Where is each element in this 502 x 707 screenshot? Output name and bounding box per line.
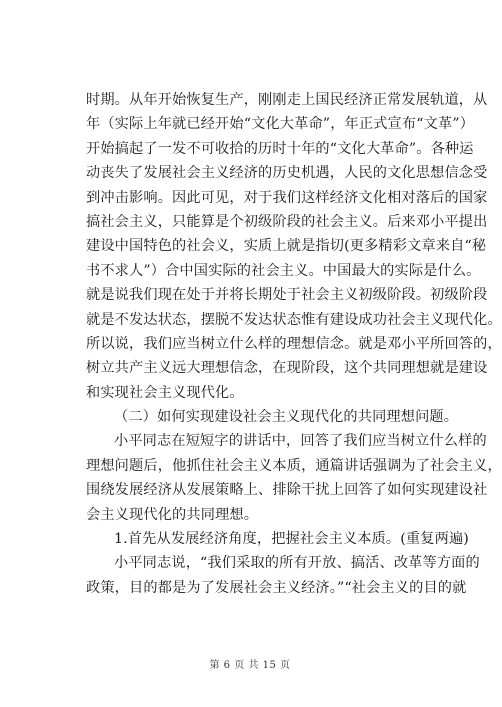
page-number-footer: 第 6 页 共 15 页 <box>209 660 291 671</box>
text-line: 年（实际上年就已经开始“文化大革命”，年正式宣布“文革”） <box>86 116 475 133</box>
text-line: 政策，目的都是为了发展社会主义经济。”“社会主义的目的就 <box>86 579 467 596</box>
text-line: 理想问题后，他抓住社会主义本质，通篇讲话强调为了社会主义， <box>86 457 502 474</box>
paragraph-start-line: 小平同志说，“我们采取的所有开放、搞活、改革等方面的 <box>114 555 480 572</box>
text-line: 到冲击影响。因此可见，对于我们这样经济文化相对落后的国家 <box>86 189 488 206</box>
section-heading: （二）如何实现建设社会主义现代化的共同理想问题。 <box>114 409 459 426</box>
text-line: 书不求人”）合中国实际的社会主义。中国最大的实际是什么。 <box>86 262 481 279</box>
text-line: 建设中国特色的社会义，实质上就是指切(更多精彩文章来自“秘 <box>86 238 487 255</box>
text-line: 树立共产主义远大理想信念，在现阶段，这个共同理想就是建设 <box>86 360 488 377</box>
body-text <box>86 88 502 600</box>
text-line: 动丧失了发展社会主义经济的历史机遇，人民的文化思想信念受 <box>86 165 488 182</box>
text-line: 所以说，我们应当树立什么样的理想信念。就是邓小平所回答的， <box>86 335 502 352</box>
subsection-heading: 1.首先从发展经济角度，把握社会主义本质。(重复两遍) <box>114 531 469 548</box>
text-line: 围绕发展经济从发展策略上、排除干扰上回答了如何实现建设社 <box>86 482 488 499</box>
text-line: 就是不发达状态，摆脱不发达状态惟有建设成功社会主义现代化。 <box>86 311 502 328</box>
text-line: 会主义现代化的共同理想。 <box>86 506 259 523</box>
text-line: 搞社会主义，只能算是个初级阶段的社会主义。后来邓小平提出 <box>86 213 488 230</box>
text-line: 和实现社会主义现代化。 <box>86 384 244 401</box>
text-line: 时期。从年开始恢复生产，刚刚走上国民经济正常发展轨道，从 <box>86 92 488 108</box>
paragraph-start-line: 小平同志在短短字的讲话中，回答了我们应当树立什么样的 <box>114 433 487 450</box>
text-line: 开始搞起了一发不可收拾的历时十年的“文化大革命”。各种运 <box>86 140 474 157</box>
text-line: 就是说我们现在处于并将长期处于社会主义初级阶段。初级阶段 <box>86 287 488 304</box>
